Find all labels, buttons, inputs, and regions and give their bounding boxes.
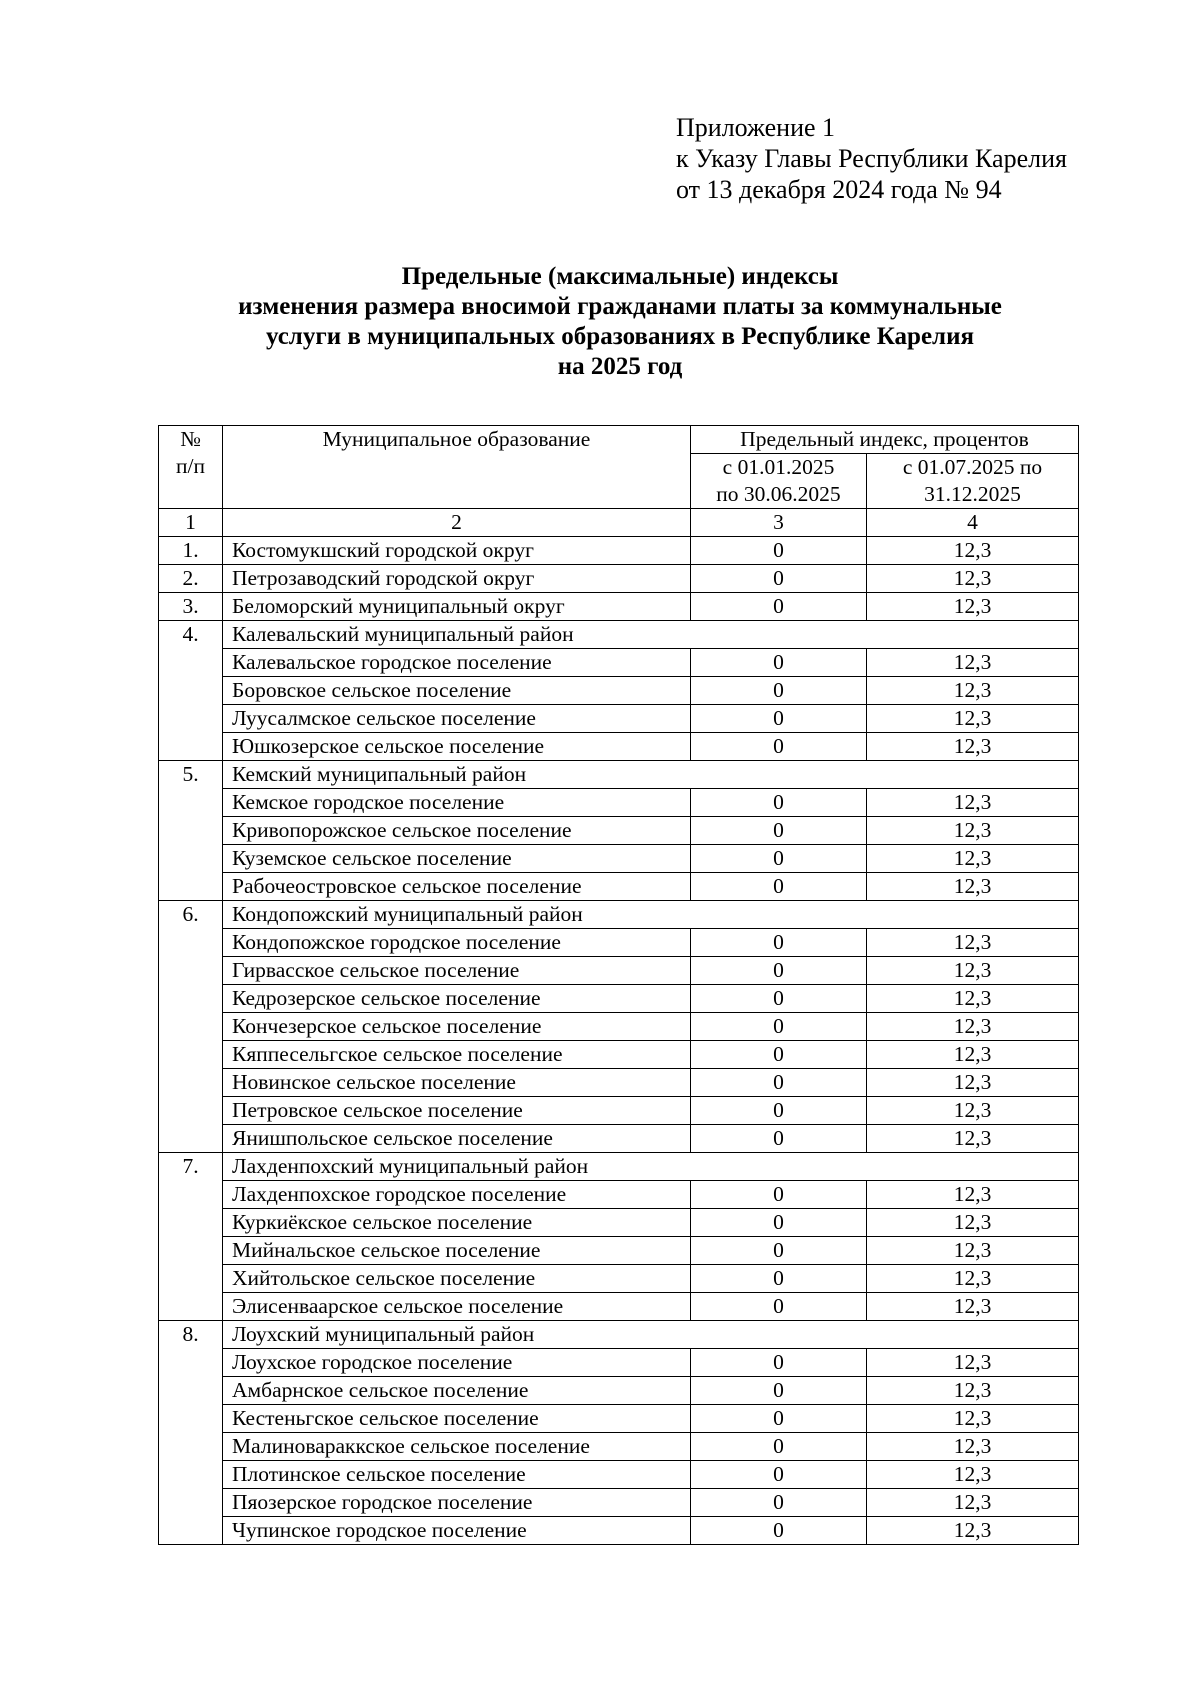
table-row: [159, 1237, 1079, 1265]
index-period-1: 0: [691, 1265, 867, 1293]
index-period-2: 12,3: [867, 1377, 1079, 1405]
table-row: [159, 1489, 1079, 1517]
settlement-name: Амбарнское сельское поселение: [223, 1377, 691, 1405]
index-period-1: 0: [691, 1349, 867, 1377]
table-row: [159, 957, 1079, 985]
table-row: [159, 873, 1079, 901]
group-row: [159, 621, 1079, 649]
appendix-block: [676, 112, 1067, 205]
header-period-2-line-2: 31.12.2025: [924, 482, 1021, 506]
group-row: [159, 1153, 1079, 1181]
index-period-2: 12,3: [867, 929, 1079, 957]
table-row: [159, 537, 1079, 565]
municipality-name: Беломорский муниципальный округ: [223, 593, 691, 621]
table-row: [159, 1069, 1079, 1097]
index-period-1: 0: [691, 1293, 867, 1321]
settlement-name: Лоухское городское поселение: [223, 1349, 691, 1377]
table-row: [159, 1517, 1079, 1545]
document-title: [0, 262, 1200, 382]
index-period-1: 0: [691, 1013, 867, 1041]
table-row: [159, 649, 1079, 677]
settlement-name: Кончезерское сельское поселение: [223, 1013, 691, 1041]
index-period-2: 12,3: [867, 1041, 1079, 1069]
settlement-name: Лахденпохское городское поселение: [223, 1181, 691, 1209]
group-number: 6.: [159, 901, 223, 1153]
table-row: [159, 1349, 1079, 1377]
settlement-name: Кестеньгское сельское поселение: [223, 1405, 691, 1433]
header-index-group: Предельный индекс, процентов: [691, 426, 1079, 454]
district-name: Лоухский муниципальный район: [223, 1321, 1079, 1349]
index-period-2: 12,3: [867, 1181, 1079, 1209]
settlement-name: Кемское городское поселение: [223, 789, 691, 817]
index-period-2: 12,3: [867, 1097, 1079, 1125]
table-row: [159, 817, 1079, 845]
header-num-line-2: п/п: [176, 454, 205, 478]
settlement-name: Куземское сельское поселение: [223, 845, 691, 873]
table-row: [159, 733, 1079, 761]
index-period-2: 12,3: [867, 985, 1079, 1013]
settlement-name: Чупинское городское поселение: [223, 1517, 691, 1545]
index-period-1: 0: [691, 733, 867, 761]
header-period-2-line-1: с 01.07.2025 по: [902, 455, 1043, 479]
index-period-2: 12,3: [867, 1405, 1079, 1433]
appendix-line-3: от 13 декабря 2024 года № 94: [676, 175, 1002, 204]
settlement-name: Луусалмское сельское поселение: [223, 705, 691, 733]
index-period-2: 12,3: [867, 1489, 1079, 1517]
index-period-2: 12,3: [867, 1265, 1079, 1293]
table-row: [159, 705, 1079, 733]
settlement-name: Рабочеостровское сельское поселение: [223, 873, 691, 901]
index-period-2: 12,3: [867, 817, 1079, 845]
settlement-name: Хийтольское сельское поселение: [223, 1265, 691, 1293]
title-line-1: Предельные (максимальные) индексы: [401, 263, 839, 290]
table-row: [159, 677, 1079, 705]
column-number: 3: [691, 509, 867, 537]
column-number: 1: [159, 509, 223, 537]
index-period-2: 12,3: [867, 537, 1079, 565]
index-period-1: 0: [691, 929, 867, 957]
table-row: [159, 1433, 1079, 1461]
index-period-1: 0: [691, 1237, 867, 1265]
index-period-1: 0: [691, 1405, 867, 1433]
appendix-line-1: Приложение 1: [676, 113, 836, 142]
index-period-2: 12,3: [867, 677, 1079, 705]
group-row: [159, 1321, 1079, 1349]
group-row: [159, 901, 1079, 929]
header-period-1-line-2: по 30.06.2025: [716, 482, 841, 506]
index-period-2: 12,3: [867, 1013, 1079, 1041]
index-period-2: 12,3: [867, 789, 1079, 817]
table-row: [159, 985, 1079, 1013]
index-period-2: 12,3: [867, 593, 1079, 621]
header-row: [159, 426, 1079, 454]
header-period-1-line-1: с 01.01.2025: [722, 455, 835, 479]
header-name: Муниципальное образование: [223, 426, 691, 509]
index-period-1: 0: [691, 985, 867, 1013]
table-row: [159, 593, 1079, 621]
index-period-1: 0: [691, 789, 867, 817]
district-name: Кондопожский муниципальный район: [223, 901, 1079, 929]
row-number: 2.: [159, 565, 223, 593]
settlement-name: Элисенваарское сельское поселение: [223, 1293, 691, 1321]
table-row: [159, 1181, 1079, 1209]
index-period-1: 0: [691, 649, 867, 677]
header-period-1: [691, 454, 867, 509]
index-period-2: 12,3: [867, 1069, 1079, 1097]
index-period-1: 0: [691, 593, 867, 621]
title-line-3: услуги в муниципальных образованиях в Республике Карелия: [265, 323, 975, 350]
index-period-2: 12,3: [867, 1517, 1079, 1545]
settlement-name: Куркиёкское сельское поселение: [223, 1209, 691, 1237]
index-period-2: 12,3: [867, 733, 1079, 761]
settlement-name: Петровское сельское поселение: [223, 1097, 691, 1125]
table-row: [159, 1209, 1079, 1237]
district-name: Калевальский муниципальный район: [223, 621, 1079, 649]
settlement-name: Мийнальское сельское поселение: [223, 1237, 691, 1265]
index-period-2: 12,3: [867, 1209, 1079, 1237]
table-row: [159, 789, 1079, 817]
settlement-name: Гирвасское сельское поселение: [223, 957, 691, 985]
index-period-1: 0: [691, 1097, 867, 1125]
index-period-2: 12,3: [867, 1293, 1079, 1321]
table-row: [159, 1265, 1079, 1293]
index-period-1: 0: [691, 1517, 867, 1545]
index-period-2: 12,3: [867, 565, 1079, 593]
index-period-1: 0: [691, 845, 867, 873]
settlement-name: Новинское сельское поселение: [223, 1069, 691, 1097]
header-num: [159, 426, 223, 509]
index-period-2: 12,3: [867, 957, 1079, 985]
index-period-2: 12,3: [867, 873, 1079, 901]
settlement-name: Юшкозерское сельское поселение: [223, 733, 691, 761]
settlement-name: Янишпольское сельское поселение: [223, 1125, 691, 1153]
header-period-2: [867, 454, 1079, 509]
settlement-name: Плотинское сельское поселение: [223, 1461, 691, 1489]
header-num-line-1: №: [180, 427, 201, 451]
index-period-1: 0: [691, 705, 867, 733]
table-row: [159, 1125, 1079, 1153]
index-period-1: 0: [691, 1069, 867, 1097]
index-period-2: 12,3: [867, 845, 1079, 873]
index-table: [158, 425, 1079, 1545]
settlement-name: Калевальское городское поселение: [223, 649, 691, 677]
row-number: 3.: [159, 593, 223, 621]
index-period-1: 0: [691, 1433, 867, 1461]
table-row: [159, 1293, 1079, 1321]
index-period-2: 12,3: [867, 1237, 1079, 1265]
column-number-row: [159, 509, 1079, 537]
index-period-2: 12,3: [867, 1349, 1079, 1377]
column-number: 4: [867, 509, 1079, 537]
appendix-line-2: к Указу Главы Республики Карелия: [676, 144, 1067, 173]
group-number: 4.: [159, 621, 223, 761]
index-period-1: 0: [691, 537, 867, 565]
index-period-1: 0: [691, 677, 867, 705]
table-row: [159, 845, 1079, 873]
group-row: [159, 761, 1079, 789]
index-period-1: 0: [691, 565, 867, 593]
index-period-1: 0: [691, 1377, 867, 1405]
table-row: [159, 1377, 1079, 1405]
row-number: 1.: [159, 537, 223, 565]
title-line-4: на 2025 год: [557, 353, 683, 380]
index-period-1: 0: [691, 873, 867, 901]
index-period-1: 0: [691, 1125, 867, 1153]
district-name: Лахденпохский муниципальный район: [223, 1153, 1079, 1181]
group-number: 8.: [159, 1321, 223, 1545]
settlement-name: Пяозерское городское поселение: [223, 1489, 691, 1517]
district-name: Кемский муниципальный район: [223, 761, 1079, 789]
group-number: 5.: [159, 761, 223, 901]
settlement-name: Кривопорожское сельское поселение: [223, 817, 691, 845]
index-table-body: [159, 426, 1079, 1545]
index-period-2: 12,3: [867, 1125, 1079, 1153]
index-period-1: 0: [691, 1489, 867, 1517]
settlement-name: Малиновараккское сельское поселение: [223, 1433, 691, 1461]
table-row: [159, 1013, 1079, 1041]
settlement-name: Кяппесельгское сельское поселение: [223, 1041, 691, 1069]
table-row: [159, 929, 1079, 957]
table-row: [159, 1405, 1079, 1433]
index-period-2: 12,3: [867, 1433, 1079, 1461]
index-period-1: 0: [691, 957, 867, 985]
index-period-2: 12,3: [867, 649, 1079, 677]
index-period-1: 0: [691, 817, 867, 845]
index-period-1: 0: [691, 1209, 867, 1237]
table-row: [159, 565, 1079, 593]
index-period-2: 12,3: [867, 1461, 1079, 1489]
index-period-1: 0: [691, 1461, 867, 1489]
index-period-2: 12,3: [867, 705, 1079, 733]
settlement-name: Кедрозерское сельское поселение: [223, 985, 691, 1013]
title-line-2: изменения размера вносимой гражданами платы за коммунальные: [238, 293, 1002, 320]
municipality-name: Костомукшский городской округ: [223, 537, 691, 565]
table-row: [159, 1041, 1079, 1069]
settlement-name: Боровское сельское поселение: [223, 677, 691, 705]
column-number: 2: [223, 509, 691, 537]
index-period-1: 0: [691, 1181, 867, 1209]
municipality-name: Петрозаводский городской округ: [223, 565, 691, 593]
settlement-name: Кондопожское городское поселение: [223, 929, 691, 957]
table-row: [159, 1461, 1079, 1489]
index-period-1: 0: [691, 1041, 867, 1069]
table-row: [159, 1097, 1079, 1125]
group-number: 7.: [159, 1153, 223, 1321]
